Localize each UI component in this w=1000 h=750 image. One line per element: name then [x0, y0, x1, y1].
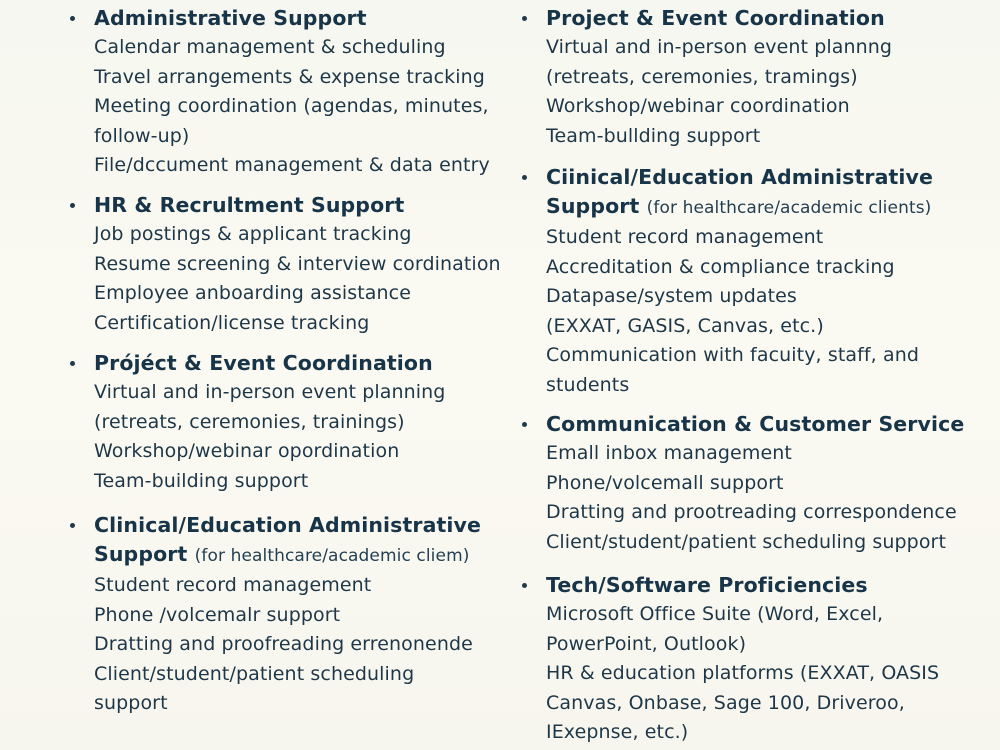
list-item: Job postings & applicant tracking	[94, 223, 412, 245]
bullet-icon	[70, 16, 75, 21]
list-item: PowerPoint, Outlook)	[546, 632, 747, 655]
list-item: Client/student/patient scheduling	[94, 662, 415, 685]
heading-note: (for healthcare/academic clients)	[646, 198, 932, 218]
list-item: (retreats, ceremonies, tramings)	[546, 65, 858, 88]
list-item: Team-building support	[94, 469, 309, 492]
bullet-icon	[70, 523, 75, 528]
section-heading: Project & Event Coordination	[546, 6, 885, 30]
heading-note: (for healthcare/academic cliem)	[194, 546, 470, 566]
list-item: Employee anboarding assistance	[94, 282, 412, 304]
bullet-icon	[522, 16, 527, 21]
list-item: Phone/volcemall support	[546, 471, 784, 494]
list-item: Emall inbox management	[546, 442, 792, 464]
section-heading: Tech/Software Proficiencies	[546, 573, 868, 597]
list-item: follow-up)	[94, 124, 190, 147]
list-item: Team-bullding support	[546, 124, 761, 147]
section-clinical-education-admin-2	[518, 163, 933, 400]
section-hr-recruitment-support	[66, 191, 501, 338]
section-tech-software-proficiencies	[518, 571, 939, 748]
list-item: Travel arrangements & expense tracking	[94, 65, 485, 88]
list-item: Workshop/webinar coordination	[546, 95, 850, 117]
list-item: Resume screening & interview cordination	[94, 252, 501, 275]
list-item: Accreditation & compliance tracking	[546, 255, 895, 278]
list-item: Client/student/patient scheduling support	[546, 530, 947, 553]
list-item: IExepnse, etc.)	[546, 721, 689, 743]
section-administrative-support	[66, 4, 490, 181]
list-item: Virtual and in-person event plannng	[546, 36, 893, 58]
list-item: Workshop/webinar opordination	[94, 440, 400, 462]
section-project-event-coordination-2	[518, 4, 892, 151]
section-clinical-education-admin	[66, 511, 481, 719]
section-heading: Prójéct & Event Coordination	[94, 351, 433, 375]
list-item: Datapase/system updates	[546, 285, 797, 307]
section-heading-line2	[546, 192, 933, 223]
list-item: Canvas, Onbase, Sage 100, Driveroo,	[546, 691, 905, 714]
bullet-icon	[70, 361, 75, 366]
section-heading: Clinical/Education Administrative	[94, 513, 482, 537]
list-item: Communication with facuity, staff, and	[546, 344, 920, 366]
list-item: students	[546, 373, 630, 396]
bullet-icon	[522, 422, 527, 427]
section-heading: Administrative Support	[94, 6, 367, 30]
list-item: (retreats, ceremonies, trainings)	[94, 410, 405, 433]
list-item: File/dccument management & data entry	[94, 154, 490, 176]
list-item: Dratting and prootreading correspondence	[546, 501, 957, 523]
section-project-event-coordination	[66, 349, 445, 496]
list-item: Microsoft Office Suite (Word, Excel,	[546, 603, 884, 625]
list-item: (EXXAT, GASIS, Canvas, etc.)	[546, 314, 824, 337]
heading-continuation: Support	[94, 542, 188, 566]
list-item: Meeting coordination (agendas, minutes,	[94, 95, 489, 117]
bullet-icon	[522, 583, 527, 588]
list-item: Virtual and in-person event planning	[94, 381, 446, 403]
list-item: Student record management	[546, 226, 824, 248]
section-heading-line2	[94, 540, 481, 571]
list-item: HR & education platforms (EXXAT, OASIS	[546, 662, 940, 684]
list-item: support	[94, 692, 168, 714]
list-item: Student record management	[94, 574, 372, 596]
list-item: Phone /volcemalr support	[94, 603, 341, 626]
list-item: Dratting and proofreading errenonende	[94, 633, 473, 655]
heading-continuation: Support	[546, 194, 640, 218]
section-heading: Communication & Customer Service	[546, 412, 965, 436]
section-heading: Ciinical/Education Administrative	[546, 165, 934, 189]
list-item: Certification/license tracking	[94, 311, 370, 334]
bullet-icon	[522, 175, 527, 180]
section-communication-customer-service	[518, 410, 964, 557]
bullet-icon	[70, 203, 75, 208]
section-heading: HR & Recrultment Support	[94, 193, 405, 217]
list-item: Calendar management & scheduling	[94, 36, 446, 58]
